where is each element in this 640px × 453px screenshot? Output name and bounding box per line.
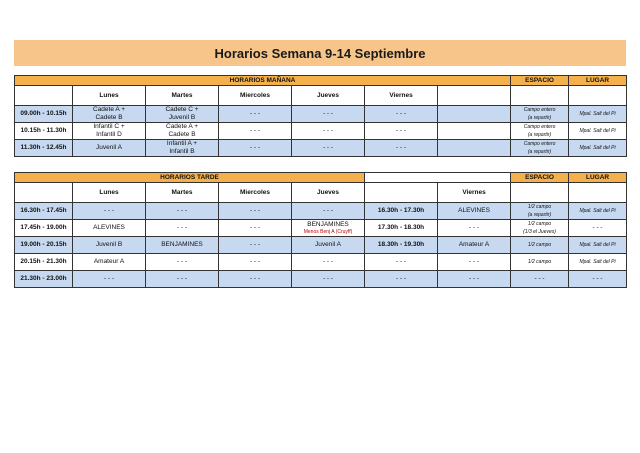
empty-cell	[438, 123, 511, 140]
schedule-cell: - - -	[292, 203, 365, 220]
morning-header-row	[15, 76, 627, 86]
day-header: Lunes	[73, 183, 146, 203]
espacio-cell: 1/2 campo	[511, 254, 569, 271]
schedule-cell: - - -	[438, 254, 511, 271]
schedule-cell: - - -	[219, 203, 292, 220]
espacio-cell: 1/2 campo (a repartir)	[511, 203, 569, 220]
schedule-cell: - - -	[292, 106, 365, 123]
schedule-cell: - - -	[365, 140, 438, 157]
table-row	[15, 140, 627, 157]
schedule-cell: - - -	[219, 140, 292, 157]
empty-cell	[569, 183, 627, 203]
time-slot: 09.00h - 10.15h	[15, 106, 73, 123]
viernes-time-slot: 17.30h - 18.30h	[365, 220, 438, 237]
empty-cell	[511, 183, 569, 203]
schedule-cell: ALEVINES	[73, 220, 146, 237]
schedule-cell: Amateur A	[73, 254, 146, 271]
schedule-cell: - - -	[292, 123, 365, 140]
schedule-cell: - - -	[219, 220, 292, 237]
schedule-cell: Infantil C + Infantil D	[73, 123, 146, 140]
lugar-cell: - - -	[569, 220, 627, 237]
afternoon-header-row	[15, 173, 627, 183]
schedule-cell: Infantil A + Infantil B	[146, 140, 219, 157]
lugar-header: LUGAR	[569, 173, 627, 183]
corner-cell	[15, 86, 73, 106]
viernes-time-slot: - - -	[365, 271, 438, 288]
espacio-cell: - - -	[511, 271, 569, 288]
lugar-cell: Mpal. Salt del Pi	[569, 237, 627, 254]
time-slot: 21.30h - 23.00h	[15, 271, 73, 288]
day-header: Martes	[146, 183, 219, 203]
time-slot: 20.15h - 21.30h	[15, 254, 73, 271]
schedule-cell: - - -	[73, 271, 146, 288]
empty-cell	[511, 86, 569, 106]
schedule-cell: ALEVINES	[438, 203, 511, 220]
lugar-cell: Mpal. Salt del Pi	[569, 140, 627, 157]
time-slot: 19.00h - 20.15h	[15, 237, 73, 254]
afternoon-section-header: HORARIOS TARDE	[15, 173, 365, 183]
schedule-cell: - - -	[219, 254, 292, 271]
afternoon-schedule-table	[14, 172, 627, 288]
schedule-cell: - - -	[292, 140, 365, 157]
morning-section-header: HORARIOS MAÑANA	[15, 76, 511, 86]
schedule-cell: - - -	[219, 123, 292, 140]
schedule-cell: Cadete A + Cadete B	[73, 106, 146, 123]
table-row	[15, 220, 627, 237]
table-row	[15, 271, 627, 288]
day-header: Viernes	[365, 86, 438, 106]
espacio-cell: 1/2 campo (1/3 el Jueves)	[511, 220, 569, 237]
schedule-cell: - - -	[438, 271, 511, 288]
morning-days-row	[15, 86, 627, 106]
table-row	[15, 106, 627, 123]
corner-cell	[15, 183, 73, 203]
afternoon-days-row	[15, 183, 627, 203]
schedule-cell: Juvenil A	[73, 140, 146, 157]
empty-cell	[365, 183, 438, 203]
espacio-header: ESPACIO	[511, 173, 569, 183]
espacio-cell: Campo entero (a repartir)	[511, 140, 569, 157]
schedule-cell: Juvenil A	[292, 237, 365, 254]
schedule-cell: - - -	[438, 220, 511, 237]
schedule-cell: Cadete C + Juvenil B	[146, 106, 219, 123]
day-header: Lunes	[73, 86, 146, 106]
table-row	[15, 203, 627, 220]
espacio-header: ESPACIO	[511, 76, 569, 86]
time-slot: 10.15h - 11.30h	[15, 123, 73, 140]
time-slot: 17.45h - 19.00h	[15, 220, 73, 237]
schedule-cell: - - -	[219, 106, 292, 123]
empty-cell	[569, 86, 627, 106]
schedule-cell: Amateur A	[438, 237, 511, 254]
lugar-cell: Mpal. Salt del Pi	[569, 254, 627, 271]
schedule-cell: - - -	[365, 123, 438, 140]
schedule-cell: Juvenil B	[73, 237, 146, 254]
lugar-cell: - - -	[569, 271, 627, 288]
schedule-cell: - - -	[292, 271, 365, 288]
day-header: Jueves	[292, 183, 365, 203]
empty-cell	[365, 173, 511, 183]
schedule-note: Menos Benj A (Cruyff)	[303, 229, 353, 235]
morning-schedule-table	[14, 75, 627, 157]
espacio-cell: Campo entero (a repartir)	[511, 106, 569, 123]
day-header: Miercoles	[219, 86, 292, 106]
table-row	[15, 254, 627, 271]
schedule-cell: Cadete A + Cadete B	[146, 123, 219, 140]
page-title: Horarios Semana 9-14 Septiembre	[14, 40, 626, 66]
time-slot: 11.30h - 12.45h	[15, 140, 73, 157]
day-header: Viernes	[438, 183, 511, 203]
lugar-cell: Mpal. Salt del Pi	[569, 123, 627, 140]
empty-cell	[438, 86, 511, 106]
table-row	[15, 123, 627, 140]
day-header: Martes	[146, 86, 219, 106]
schedule-cell: - - -	[146, 254, 219, 271]
day-header: Jueves	[292, 86, 365, 106]
schedule-cell: - - -	[292, 254, 365, 271]
schedule-cell: - - -	[219, 271, 292, 288]
schedule-cell: - - -	[146, 271, 219, 288]
espacio-cell: 1/2 campo	[511, 237, 569, 254]
lugar-header: LUGAR	[569, 76, 627, 86]
viernes-time-slot: - - -	[365, 254, 438, 271]
viernes-time-slot: 16.30h - 17.30h	[365, 203, 438, 220]
schedule-cell: BENJAMINES Menos Benj A (Cruyff)	[292, 220, 365, 237]
schedule-cell: - - -	[73, 203, 146, 220]
schedule-cell: BENJAMINES	[146, 237, 219, 254]
table-row	[15, 237, 627, 254]
lugar-cell: Mpal. Salt del Pi	[569, 106, 627, 123]
schedule-cell: - - -	[146, 203, 219, 220]
schedule-cell: - - -	[219, 237, 292, 254]
time-slot: 16.30h - 17.45h	[15, 203, 73, 220]
lugar-cell: Mpal. Salt del Pi	[569, 203, 627, 220]
empty-cell	[438, 106, 511, 123]
empty-cell	[438, 140, 511, 157]
schedule-cell: - - -	[146, 220, 219, 237]
viernes-time-slot: 18.30h - 19.30h	[365, 237, 438, 254]
schedule-cell: - - -	[365, 106, 438, 123]
day-header: Miercoles	[219, 183, 292, 203]
espacio-cell: Campo entero (a repartir)	[511, 123, 569, 140]
